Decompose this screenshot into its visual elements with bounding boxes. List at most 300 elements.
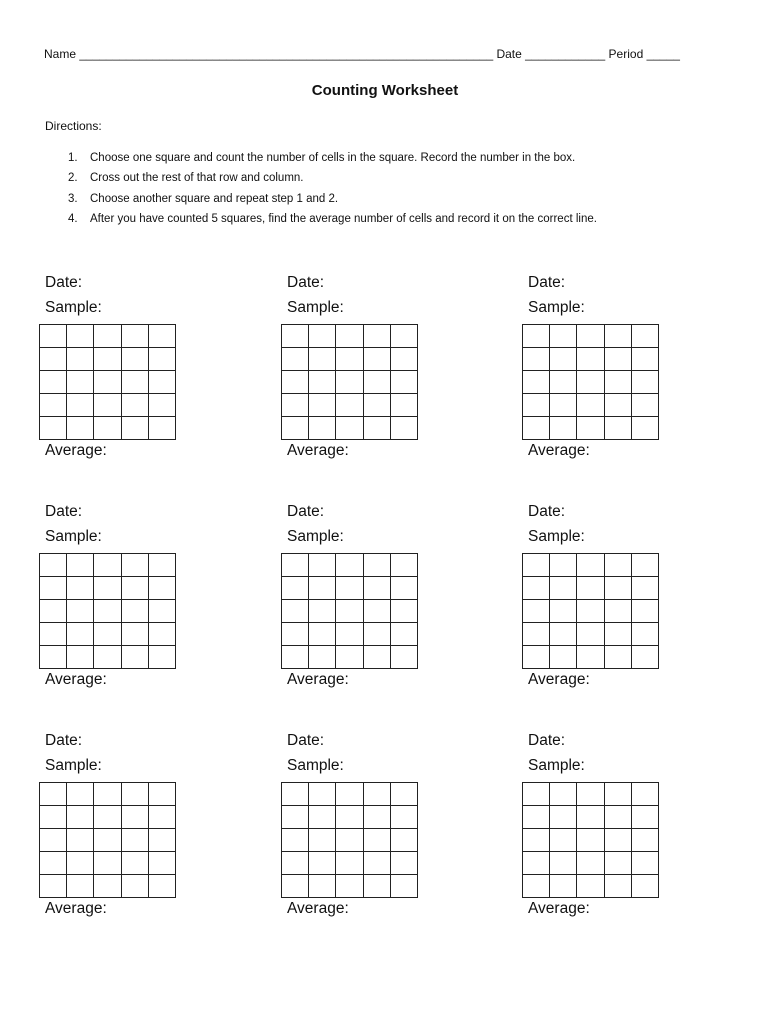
date-label: Date: bbox=[287, 732, 325, 749]
grid-cell bbox=[631, 875, 658, 898]
grid-row bbox=[40, 600, 176, 623]
grid-cell bbox=[148, 623, 175, 646]
grid-cell bbox=[550, 646, 577, 669]
grid-cell bbox=[94, 646, 121, 669]
counting-grid bbox=[281, 553, 418, 669]
grid-cell bbox=[94, 623, 121, 646]
grid-cell bbox=[390, 783, 417, 806]
average-label: Average: bbox=[287, 442, 349, 459]
grid-row bbox=[40, 852, 176, 875]
grid-cell bbox=[309, 783, 336, 806]
grid-cell bbox=[336, 623, 363, 646]
grid-row bbox=[282, 348, 418, 371]
grid-cell bbox=[631, 646, 658, 669]
counting-grid bbox=[522, 782, 659, 898]
grid-cell bbox=[390, 394, 417, 417]
sample-label: Sample: bbox=[287, 757, 344, 774]
grid-cell bbox=[67, 623, 94, 646]
sample-label: Sample: bbox=[287, 528, 344, 545]
grid-cell bbox=[94, 783, 121, 806]
grid-cell bbox=[631, 394, 658, 417]
grid-row bbox=[523, 806, 659, 829]
grid-cell bbox=[631, 783, 658, 806]
grid-cell bbox=[631, 554, 658, 577]
average-label: Average: bbox=[45, 671, 107, 688]
grid-cell bbox=[121, 783, 148, 806]
grid-row bbox=[523, 348, 659, 371]
grid-cell bbox=[94, 348, 121, 371]
grid-row bbox=[282, 852, 418, 875]
grid-cell bbox=[523, 371, 550, 394]
grid-cell bbox=[577, 577, 604, 600]
grid-row bbox=[282, 371, 418, 394]
grid-cell bbox=[67, 348, 94, 371]
counting-grid bbox=[281, 782, 418, 898]
grid-cell bbox=[309, 371, 336, 394]
grid-cell bbox=[631, 806, 658, 829]
grid-cell bbox=[523, 554, 550, 577]
grid-cell bbox=[94, 325, 121, 348]
grid-row bbox=[523, 783, 659, 806]
grid-cell bbox=[604, 600, 631, 623]
average-label: Average: bbox=[45, 900, 107, 917]
grid-cell bbox=[550, 875, 577, 898]
grid-cell bbox=[282, 394, 309, 417]
grid-cell bbox=[336, 783, 363, 806]
name-date-period-line: Name ______________________________________________________________ Date ____________ Period _____ bbox=[44, 47, 680, 61]
grid-cell bbox=[577, 806, 604, 829]
grid-cell bbox=[390, 577, 417, 600]
grid-cell bbox=[390, 348, 417, 371]
average-label: Average: bbox=[287, 671, 349, 688]
grid-cell bbox=[577, 371, 604, 394]
grid-cell bbox=[309, 325, 336, 348]
sample-block-8 bbox=[281, 730, 481, 919]
grid-cell bbox=[40, 554, 67, 577]
grid-cell bbox=[121, 600, 148, 623]
grid-cell bbox=[121, 371, 148, 394]
grid-cell bbox=[550, 554, 577, 577]
grid-cell bbox=[309, 417, 336, 440]
grid-cell bbox=[363, 577, 390, 600]
grid-cell bbox=[336, 577, 363, 600]
grid-cell bbox=[121, 554, 148, 577]
grid-cell bbox=[94, 394, 121, 417]
grid-cell bbox=[631, 417, 658, 440]
grid-cell bbox=[390, 852, 417, 875]
grid-cell bbox=[282, 348, 309, 371]
grid-cell bbox=[577, 554, 604, 577]
grid-cell bbox=[363, 806, 390, 829]
grid-cell bbox=[40, 348, 67, 371]
grid-cell bbox=[523, 623, 550, 646]
step-3: 3. Choose another square and repeat step 1 and 2. bbox=[68, 192, 339, 205]
grid-cell bbox=[67, 600, 94, 623]
grid-cell bbox=[67, 325, 94, 348]
average-label: Average: bbox=[45, 442, 107, 459]
step-1: 1. Choose one square and count the number of cells in the square. Record the number in the box. bbox=[68, 152, 576, 164]
grid-cell bbox=[40, 325, 67, 348]
grid-cell bbox=[309, 623, 336, 646]
grid-cell bbox=[577, 348, 604, 371]
grid-cell bbox=[148, 600, 175, 623]
grid-cell bbox=[40, 600, 67, 623]
grid-cell bbox=[577, 852, 604, 875]
grid-cell bbox=[40, 806, 67, 829]
grid-row bbox=[523, 646, 659, 669]
grid-cell bbox=[67, 417, 94, 440]
grid-row bbox=[282, 554, 418, 577]
grid-cell bbox=[121, 875, 148, 898]
grid-row bbox=[40, 394, 176, 417]
grid-cell bbox=[67, 554, 94, 577]
grid-cell bbox=[390, 554, 417, 577]
grid-cell bbox=[523, 325, 550, 348]
grid-row bbox=[282, 806, 418, 829]
grid-cell bbox=[631, 623, 658, 646]
grid-cell bbox=[550, 600, 577, 623]
grid-cell bbox=[282, 829, 309, 852]
grid-cell bbox=[282, 371, 309, 394]
sample-label: Sample: bbox=[45, 528, 102, 545]
grid-cell bbox=[67, 371, 94, 394]
grid-cell bbox=[363, 875, 390, 898]
grid-cell bbox=[40, 852, 67, 875]
grid-cell bbox=[336, 806, 363, 829]
grid-cell bbox=[363, 783, 390, 806]
grid-cell bbox=[363, 394, 390, 417]
sample-block-3 bbox=[522, 272, 722, 461]
grid-cell bbox=[94, 577, 121, 600]
grid-cell bbox=[67, 829, 94, 852]
grid-cell bbox=[40, 623, 67, 646]
grid-cell bbox=[523, 783, 550, 806]
date-label: Date: bbox=[528, 503, 566, 520]
counting-grid bbox=[39, 782, 176, 898]
grid-cell bbox=[282, 417, 309, 440]
sample-block-9 bbox=[522, 730, 722, 919]
grid-cell bbox=[148, 417, 175, 440]
grid-row bbox=[40, 806, 176, 829]
grid-cell bbox=[148, 875, 175, 898]
grid-cell bbox=[282, 600, 309, 623]
grid-row bbox=[282, 577, 418, 600]
grid-cell bbox=[94, 829, 121, 852]
grid-cell bbox=[94, 554, 121, 577]
directions-list bbox=[68, 150, 597, 231]
grid-cell bbox=[282, 852, 309, 875]
grid-row bbox=[282, 417, 418, 440]
grid-cell bbox=[336, 325, 363, 348]
grid-cell bbox=[550, 783, 577, 806]
grid-cell bbox=[604, 623, 631, 646]
grid-cell bbox=[336, 875, 363, 898]
grid-row bbox=[40, 646, 176, 669]
grid-cell bbox=[282, 554, 309, 577]
grid-cell bbox=[604, 852, 631, 875]
sample-block-6 bbox=[522, 501, 722, 690]
grid-cell bbox=[40, 417, 67, 440]
grid-row bbox=[523, 394, 659, 417]
grid-row bbox=[282, 783, 418, 806]
sample-block-2 bbox=[281, 272, 481, 461]
grid-cell bbox=[604, 829, 631, 852]
grid-cell bbox=[363, 646, 390, 669]
grid-cell bbox=[309, 806, 336, 829]
sample-label: Sample: bbox=[287, 299, 344, 316]
grid-cell bbox=[148, 783, 175, 806]
grid-cell bbox=[67, 806, 94, 829]
grid-row bbox=[40, 783, 176, 806]
sample-label: Sample: bbox=[528, 299, 585, 316]
directions-label: Directions: bbox=[45, 119, 102, 133]
grid-cell bbox=[94, 875, 121, 898]
grid-cell bbox=[577, 829, 604, 852]
sample-label: Sample: bbox=[45, 757, 102, 774]
grid-row bbox=[40, 371, 176, 394]
grid-row bbox=[40, 577, 176, 600]
grid-cell bbox=[550, 577, 577, 600]
grid-cell bbox=[67, 394, 94, 417]
grid-cell bbox=[148, 829, 175, 852]
date-label: Date: bbox=[287, 503, 325, 520]
grid-cell bbox=[523, 600, 550, 623]
grid-cell bbox=[631, 577, 658, 600]
grid-cell bbox=[67, 577, 94, 600]
grid-cell bbox=[121, 325, 148, 348]
grid-cell bbox=[577, 394, 604, 417]
grid-cell bbox=[523, 829, 550, 852]
grid-row bbox=[523, 371, 659, 394]
grid-cell bbox=[363, 600, 390, 623]
grid-cell bbox=[67, 646, 94, 669]
grid-cell bbox=[121, 417, 148, 440]
grid-cell bbox=[148, 577, 175, 600]
grid-cell bbox=[604, 806, 631, 829]
grid-cell bbox=[309, 348, 336, 371]
grid-cell bbox=[121, 348, 148, 371]
grid-cell bbox=[148, 554, 175, 577]
grid-cell bbox=[67, 852, 94, 875]
grid-cell bbox=[604, 417, 631, 440]
grid-cell bbox=[523, 806, 550, 829]
grid-cell bbox=[309, 554, 336, 577]
grid-cell bbox=[121, 829, 148, 852]
grid-cell bbox=[550, 623, 577, 646]
grid-cell bbox=[604, 577, 631, 600]
grid-cell bbox=[309, 394, 336, 417]
grid-cell bbox=[390, 829, 417, 852]
grid-cell bbox=[336, 417, 363, 440]
grid-cell bbox=[550, 394, 577, 417]
grid-cell bbox=[282, 783, 309, 806]
sample-block-5 bbox=[281, 501, 481, 690]
grid-row bbox=[523, 829, 659, 852]
grid-cell bbox=[577, 875, 604, 898]
grid-row bbox=[523, 554, 659, 577]
grid-cell bbox=[363, 417, 390, 440]
grid-cell bbox=[550, 829, 577, 852]
page-title: Counting Worksheet bbox=[311, 82, 459, 99]
sample-label: Sample: bbox=[45, 299, 102, 316]
grid-row bbox=[282, 829, 418, 852]
grid-cell bbox=[577, 325, 604, 348]
grid-cell bbox=[336, 348, 363, 371]
grid-row bbox=[523, 417, 659, 440]
sample-block-7 bbox=[39, 730, 239, 919]
grid-cell bbox=[336, 371, 363, 394]
grid-cell bbox=[336, 600, 363, 623]
grid-cell bbox=[631, 829, 658, 852]
grid-cell bbox=[40, 646, 67, 669]
grid-cell bbox=[282, 577, 309, 600]
grid-cell bbox=[604, 394, 631, 417]
grid-cell bbox=[577, 646, 604, 669]
date-label: Date: bbox=[45, 274, 83, 291]
grid-cell bbox=[577, 783, 604, 806]
grid-cell bbox=[309, 852, 336, 875]
grid-cell bbox=[121, 852, 148, 875]
grid-cell bbox=[363, 325, 390, 348]
sample-label: Sample: bbox=[528, 528, 585, 545]
counting-grid bbox=[522, 553, 659, 669]
grid-row bbox=[523, 852, 659, 875]
grid-cell bbox=[148, 806, 175, 829]
grid-cell bbox=[523, 348, 550, 371]
grid-cell bbox=[121, 623, 148, 646]
grid-cell bbox=[40, 829, 67, 852]
grid-row bbox=[523, 875, 659, 898]
grid-cell bbox=[550, 371, 577, 394]
grid-row bbox=[523, 577, 659, 600]
grid-cell bbox=[550, 852, 577, 875]
grid-cell bbox=[363, 829, 390, 852]
sample-block-1 bbox=[39, 272, 239, 461]
grid-cell bbox=[336, 852, 363, 875]
grid-cell bbox=[336, 554, 363, 577]
counting-grid bbox=[39, 324, 176, 440]
grid-row bbox=[523, 325, 659, 348]
grid-cell bbox=[604, 646, 631, 669]
grid-cell bbox=[631, 371, 658, 394]
grid-row bbox=[282, 623, 418, 646]
grid-cell bbox=[40, 371, 67, 394]
grid-cell bbox=[121, 394, 148, 417]
grid-cell bbox=[550, 417, 577, 440]
grid-cell bbox=[40, 783, 67, 806]
grid-cell bbox=[390, 325, 417, 348]
grid-row bbox=[40, 325, 176, 348]
grid-cell bbox=[390, 875, 417, 898]
counting-grid bbox=[281, 324, 418, 440]
grid-cell bbox=[148, 348, 175, 371]
grid-cell bbox=[523, 646, 550, 669]
grid-cell bbox=[336, 394, 363, 417]
grid-cell bbox=[40, 394, 67, 417]
grid-cell bbox=[94, 806, 121, 829]
grid-cell bbox=[604, 348, 631, 371]
grid-cell bbox=[523, 875, 550, 898]
grid-row bbox=[40, 829, 176, 852]
grid-cell bbox=[550, 325, 577, 348]
grid-cell bbox=[282, 325, 309, 348]
grid-cell bbox=[631, 852, 658, 875]
grid-row bbox=[282, 646, 418, 669]
grid-cell bbox=[309, 577, 336, 600]
grid-row bbox=[40, 875, 176, 898]
grid-cell bbox=[94, 600, 121, 623]
grid-cell bbox=[604, 875, 631, 898]
sample-label: Sample: bbox=[528, 757, 585, 774]
grid-cell bbox=[121, 646, 148, 669]
average-label: Average: bbox=[287, 900, 349, 917]
grid-cell bbox=[148, 646, 175, 669]
step-2: 2. Cross out the rest of that row and column. bbox=[68, 172, 304, 185]
grid-cell bbox=[390, 806, 417, 829]
date-label: Date: bbox=[45, 503, 83, 520]
grid-cell bbox=[523, 852, 550, 875]
grid-cell bbox=[631, 600, 658, 623]
grid-cell bbox=[94, 371, 121, 394]
grid-cell bbox=[282, 806, 309, 829]
grid-row bbox=[40, 623, 176, 646]
grid-cell bbox=[282, 875, 309, 898]
grid-cell bbox=[121, 577, 148, 600]
grid-cell bbox=[309, 829, 336, 852]
grid-cell bbox=[40, 577, 67, 600]
average-label: Average: bbox=[528, 442, 590, 459]
grid-cell bbox=[282, 623, 309, 646]
grid-cell bbox=[523, 577, 550, 600]
grid-cell bbox=[94, 852, 121, 875]
grid-row bbox=[40, 417, 176, 440]
grid-cell bbox=[40, 875, 67, 898]
grid-cell bbox=[631, 325, 658, 348]
grid-cell bbox=[309, 646, 336, 669]
grid-cell bbox=[363, 554, 390, 577]
grid-cell bbox=[604, 783, 631, 806]
grid-cell bbox=[148, 852, 175, 875]
grid-cell bbox=[336, 829, 363, 852]
grid-row bbox=[282, 394, 418, 417]
grid-cell bbox=[282, 646, 309, 669]
grid-cell bbox=[309, 875, 336, 898]
grid-cell bbox=[67, 875, 94, 898]
grid-cell bbox=[67, 783, 94, 806]
grid-cell bbox=[577, 417, 604, 440]
grid-cell bbox=[94, 417, 121, 440]
grid-cell bbox=[363, 371, 390, 394]
grid-cell bbox=[390, 417, 417, 440]
grid-cell bbox=[390, 623, 417, 646]
date-label: Date: bbox=[287, 274, 325, 291]
grid-cell bbox=[523, 394, 550, 417]
date-label: Date: bbox=[45, 732, 83, 749]
grid-cell bbox=[604, 325, 631, 348]
step-4: 4. After you have counted 5 squares, find the average number of cells and record it on the correct line. bbox=[68, 212, 597, 225]
grid-row bbox=[282, 325, 418, 348]
counting-grid bbox=[39, 553, 176, 669]
grid-cell bbox=[577, 600, 604, 623]
grid-cell bbox=[390, 371, 417, 394]
average-label: Average: bbox=[528, 900, 590, 917]
average-label: Average: bbox=[528, 671, 590, 688]
grid-cell bbox=[148, 394, 175, 417]
counting-grid bbox=[522, 324, 659, 440]
date-label: Date: bbox=[528, 732, 566, 749]
grid-cell bbox=[121, 806, 148, 829]
grid-row bbox=[282, 875, 418, 898]
